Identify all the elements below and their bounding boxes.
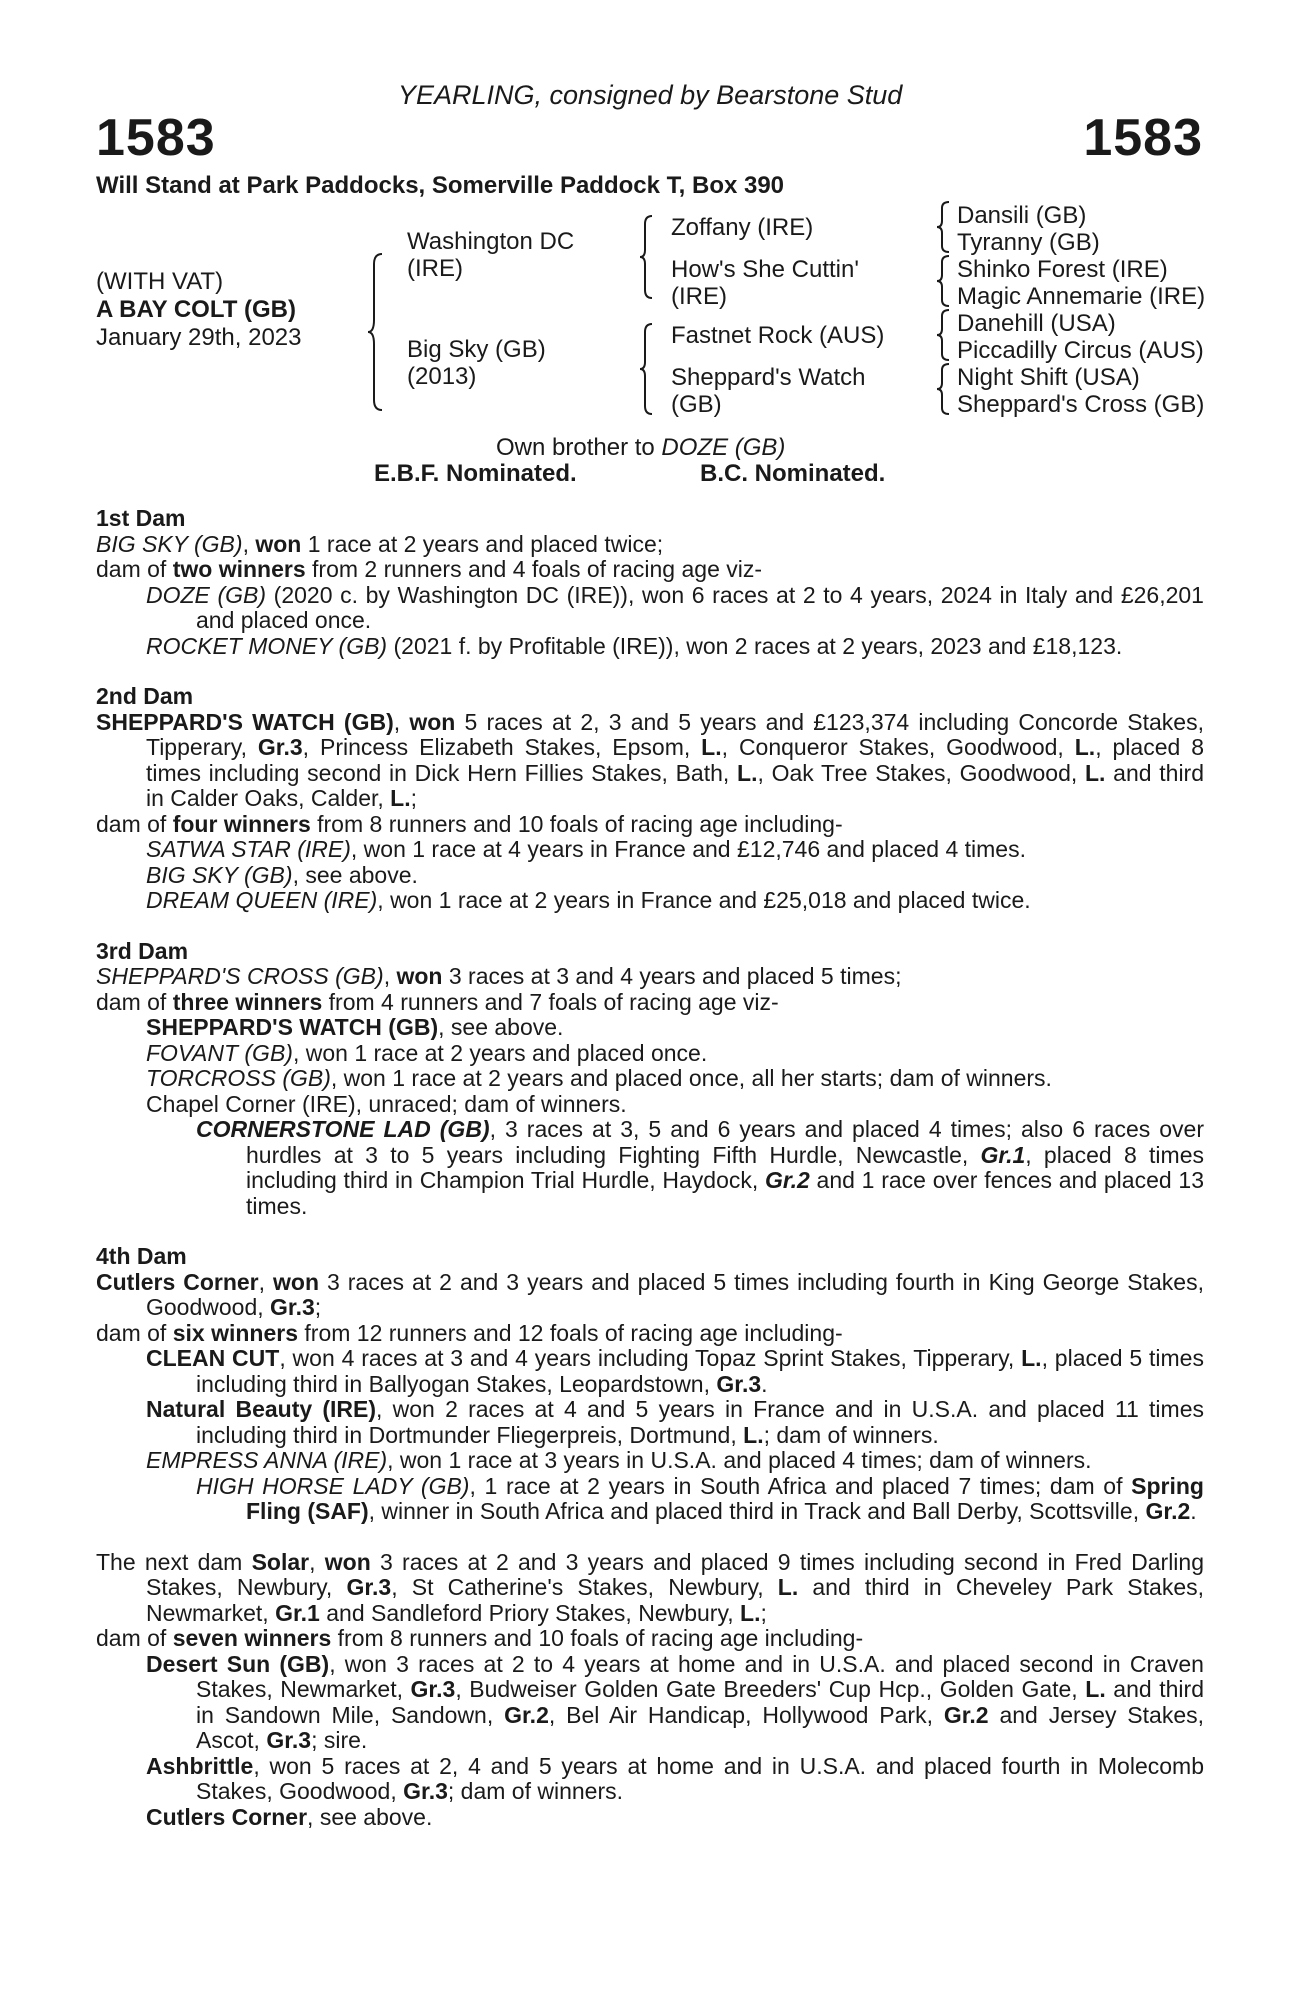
entry-text-run: won — [324, 1548, 371, 1575]
horse-dob: January 29th, 2023 — [96, 324, 302, 351]
entry-text-run: and third in Sandown Mile, Sandown, — [196, 1676, 1204, 1728]
entry-text-run: L. — [737, 759, 758, 786]
entry-text-run: Spring Fling (SAF) — [246, 1472, 1204, 1524]
dam-section — [96, 684, 1204, 914]
entry-text-run: ; dam of winners. — [447, 1778, 624, 1804]
entry-text-run: Desert Sun (GB) — [146, 1650, 330, 1677]
pedigree-g3-bracket-4 — [937, 364, 951, 414]
entry-text-run: , placed 5 times including third in Ballyogan Stakes, Leopardstown, — [196, 1345, 1204, 1397]
pedigree-entry — [96, 837, 1204, 863]
entry-text-run: L. — [1074, 734, 1096, 760]
pedigree-ggp-8: Sheppard's Cross (GB) — [957, 391, 1205, 418]
pedigree-entry — [96, 863, 1204, 889]
pedigree-entry — [96, 1066, 1204, 1092]
pedigree-ggp-3: Shinko Forest (IRE) — [957, 256, 1168, 283]
entry-text-run: from 12 runners and 12 foals of racing age including- — [298, 1319, 843, 1346]
pedigree-entry — [96, 888, 1204, 914]
entry-text-run: ; — [410, 785, 418, 811]
entry-text-run: Gr.2 — [1145, 1498, 1191, 1524]
entry-text-run: TORCROSS (GB) — [146, 1065, 331, 1091]
dam-section — [96, 1550, 1204, 1831]
entry-text-run: two winners — [172, 556, 306, 582]
entry-text-run: , won 3 races at 2 to 4 years at home and in U.S.A. and placed second in Craven Stakes, Newmarket, — [196, 1650, 1204, 1702]
pedigree-dam: Big Sky (GB) (2013) — [407, 336, 546, 390]
pedigree-entry — [96, 812, 1204, 838]
entry-text-run: dam of — [96, 1319, 173, 1346]
entry-text-run: L. — [743, 1421, 764, 1448]
entry-text-run: , Princess Elizabeth Stakes, Epsom, — [302, 734, 702, 760]
dam-section — [96, 1244, 1204, 1525]
entry-text-run: ROCKET MONEY (GB) — [146, 632, 388, 659]
entry-text-run: 5 races at 2, 3 and 5 years and £123,374 including Concorde Stakes, Tipperary, — [146, 708, 1204, 760]
entry-text-run: from 8 runners and 10 foals of racing age including- — [310, 810, 843, 837]
entry-text-run: from 8 runners and 10 foals of racing age including- — [331, 1625, 864, 1651]
entry-text-run: ; — [314, 1294, 322, 1320]
pedigree-main-bracket — [368, 254, 388, 410]
pedigree-entry — [96, 990, 1204, 1016]
ebf-nominated: E.B.F. Nominated. — [374, 460, 577, 487]
section-heading: 1st Dam — [96, 505, 186, 531]
entry-text-run: Gr.3 — [266, 1727, 312, 1753]
entry-text-run: ; — [760, 1599, 767, 1626]
pedigree-ggp-6: Piccadilly Circus (AUS) — [957, 337, 1204, 364]
pedigree-g3-bracket-1 — [937, 202, 951, 252]
entry-text-run: and third in Cheveley Park Stakes, Newmarket, — [146, 1574, 1204, 1626]
entry-text-run: , — [309, 1548, 325, 1575]
entry-text-run: dam of — [96, 1625, 173, 1651]
entry-text-run: from 2 runners and 4 foals of racing age viz- — [305, 556, 763, 582]
entry-text-run: , placed 8 times including third in Champion Trial Hurdle, Haydock, — [246, 1141, 1204, 1193]
entry-text-run: EMPRESS ANNA (IRE) — [146, 1447, 388, 1473]
entry-text-run: , Budweiser Golden Gate Breeders' Cup Hcp., Golden Gate, — [455, 1676, 1086, 1702]
pedigree-entry — [96, 1474, 1204, 1525]
entry-text-run: , won 1 race at 3 years in U.S.A. and placed 4 times; dam of winners. — [387, 1447, 1092, 1473]
entry-text-run: , 3 races at 3, 5 and 6 years and placed 4 times; also 6 races over hurdles at 3 to 5 years including Fighting Fifth Hurdle, Newcastle, — [246, 1116, 1204, 1168]
entry-text-run: six winners — [172, 1319, 298, 1346]
entry-text-run: (2020 c. by Washington DC (IRE)), won 6 races at 2 to 4 years, 2024 in Italy and £26,201 and placed once. — [196, 581, 1204, 633]
entry-text-run: four winners — [172, 810, 311, 837]
entry-text-run: , won 1 race at 2 years and placed once, all her starts; dam of winners. — [330, 1065, 1052, 1091]
entry-text-run: Cutlers Corner — [146, 1803, 308, 1830]
entry-text-run: , — [242, 530, 256, 557]
pedigree-sire-dam: How's She Cuttin' (IRE) — [671, 256, 859, 310]
entry-text-run: CLEAN CUT — [146, 1345, 280, 1371]
entry-text-run: dam of — [96, 810, 173, 837]
pedigree-entry — [96, 1397, 1204, 1448]
entry-text-run: won — [273, 1268, 320, 1295]
entry-text-run: seven winners — [172, 1625, 332, 1651]
vat-note: (WITH VAT) — [96, 268, 224, 295]
pedigree-dam-dam: Sheppard's Watch (GB) — [671, 364, 866, 418]
section-heading: 4th Dam — [96, 1243, 187, 1269]
pedigree-entry — [96, 557, 1204, 583]
pedigree-ggp-5: Danehill (USA) — [957, 310, 1116, 337]
pedigree-entry — [96, 1754, 1204, 1805]
entry-text-run: . — [1190, 1498, 1197, 1524]
lot-number-right: 1583 — [1083, 109, 1203, 167]
pedigree-entry — [96, 532, 1204, 558]
entry-text-run: L. — [1085, 1676, 1106, 1702]
entry-text-run: 1 race at 2 years and placed twice; — [301, 530, 664, 557]
entry-text-run: , won 5 races at 2, 4 and 5 years at home and in U.S.A. and placed fourth in Molecomb Stakes, Goodwood, — [196, 1752, 1204, 1804]
entry-text-run: HIGH HORSE LADY (GB) — [196, 1472, 470, 1499]
entry-text-run: DOZE (GB) — [146, 581, 267, 608]
pedigree-ggp-2: Tyranny (GB) — [957, 229, 1100, 256]
pedigree-entry — [96, 1117, 1204, 1219]
entry-text-run: SHEPPARD'S WATCH (GB) — [146, 1014, 439, 1040]
entry-text-run: Ashbrittle — [146, 1752, 254, 1779]
entry-text-run: and third in Calder Oaks, Calder, — [146, 759, 1205, 811]
pedigree-g3-bracket-2 — [937, 256, 951, 306]
pedigree-sire: Washington DC (IRE) — [407, 228, 575, 282]
section-heading: 3rd Dam — [96, 937, 189, 964]
entry-text-run: 3 races at 2 and 3 years and placed 9 times including second in Fred Darling Stakes, Newbury, — [146, 1548, 1204, 1600]
catalogue-body — [96, 506, 1204, 1855]
stand-location: Will Stand at Park Paddocks, Somerville Paddock T, Box 390 — [96, 172, 785, 199]
pedigree-entry — [96, 1092, 1204, 1118]
pedigree-entry — [96, 964, 1204, 990]
pedigree-ggp-7: Night Shift (USA) — [957, 364, 1140, 391]
pedigree-entry — [96, 1015, 1204, 1041]
entry-text-run: L. — [390, 785, 411, 811]
entry-text-run: and Jersey Stakes, Ascot, — [196, 1701, 1204, 1753]
bc-nominated: B.C. Nominated. — [700, 460, 886, 487]
entry-text-run: ; sire. — [311, 1727, 368, 1753]
pedigree-ggp-4: Magic Annemarie (IRE) — [957, 283, 1206, 310]
lot-number-left: 1583 — [96, 109, 216, 167]
entry-text-run: from 4 runners and 7 foals of racing age viz- — [322, 988, 779, 1015]
pedigree-entry — [96, 583, 1204, 634]
entry-text-run: Gr.2 — [943, 1701, 989, 1728]
pedigree-entry — [96, 710, 1204, 812]
entry-text-run: , — [383, 963, 397, 989]
section-heading: 2nd Dam — [96, 683, 194, 709]
entry-text-run: won — [255, 530, 302, 557]
entry-text-run: DREAM QUEEN (IRE) — [146, 887, 378, 913]
entry-text-run: (2021 f. by Profitable (IRE)), won 2 races at 2 years, 2023 and £18,123. — [387, 632, 1123, 659]
dam-section — [96, 939, 1204, 1220]
dam-section — [96, 506, 1204, 659]
entry-text-run: and Sandleford Priory Stakes, Newbury, — [319, 1599, 741, 1626]
horse-name: A BAY COLT (GB) — [96, 296, 297, 323]
entry-text-run: FOVANT (GB) — [146, 1039, 293, 1066]
entry-text-run: , Conqueror Stakes, Goodwood, — [721, 734, 1075, 760]
pedigree-entry — [96, 1652, 1204, 1754]
pedigree-entry — [96, 634, 1204, 660]
pedigree-entry — [96, 1448, 1204, 1474]
entry-text-run: 3 races at 2 and 3 years and placed 5 times including fourth in King George Stakes, Goodwood, — [146, 1268, 1204, 1320]
entry-text-run: , Oak Tree Stakes, Goodwood, — [757, 759, 1085, 786]
entry-text-run: Gr.1 — [275, 1599, 320, 1626]
entry-text-run: Gr.3 — [716, 1370, 762, 1397]
entry-text-run: 3 races at 3 and 4 years and placed 5 times; — [442, 963, 902, 989]
entry-text-run: L. — [1021, 1345, 1042, 1371]
pedigree-entry — [96, 1346, 1204, 1397]
entry-text-run: Gr.3 — [403, 1778, 448, 1804]
pedigree-sire-bracket — [640, 216, 654, 298]
entry-text-run: Natural Beauty (IRE) — [146, 1396, 377, 1422]
entry-text-run: L. — [740, 1599, 761, 1626]
entry-text-run: Chapel Corner (IRE), unraced; dam of winners. — [146, 1090, 627, 1117]
entry-text-run: Solar — [251, 1548, 310, 1575]
entry-text-run: dam of — [96, 988, 173, 1015]
entry-text-run: BIG SKY (GB) — [146, 861, 293, 888]
entry-text-run: L. — [701, 734, 722, 760]
entry-text-run: , won 1 race at 4 years in France and £12,746 and placed 4 times. — [350, 836, 1026, 862]
pedigree-g3-bracket-3 — [937, 310, 951, 360]
entry-text-run: won — [409, 708, 456, 735]
entry-text-run: , St Catherine's Stakes, Newbury, — [391, 1574, 778, 1600]
entry-text-run: , 1 race at 2 years in South Africa and placed 7 times; dam of — [469, 1472, 1132, 1499]
own-brother-note: Own brother to DOZE (GB) — [496, 434, 786, 461]
pedigree-sire-sire: Zoffany (IRE) — [671, 214, 814, 241]
entry-text-run: and 1 race over fences and placed 13 times. — [246, 1167, 1204, 1219]
entry-text-run: Gr.3 — [410, 1676, 456, 1702]
entry-text-run: . — [761, 1370, 768, 1397]
entry-text-run: Gr.2 — [504, 1701, 549, 1728]
entry-text-run: Gr.2 — [765, 1167, 810, 1193]
entry-text-run: Gr.1 — [980, 1141, 1026, 1168]
pedigree-entry — [96, 1270, 1204, 1321]
entry-text-run: , won 1 race at 2 years and placed once. — [292, 1039, 708, 1066]
entry-text-run: , won 1 race at 2 years in France and £25,018 and placed twice. — [377, 887, 1031, 913]
pedigree-entry — [96, 1321, 1204, 1347]
entry-text-run: , Bel Air Handicap, Hollywood Park, — [548, 1701, 944, 1728]
entry-text-run: SHEPPARD'S CROSS (GB) — [96, 963, 384, 989]
entry-text-run: three winners — [172, 988, 323, 1015]
pedigree-dam-bracket — [640, 324, 654, 414]
entry-text-run: Gr.3 — [270, 1294, 315, 1320]
catalogue-subtitle: YEARLING, consigned by Bearstone Stud — [398, 80, 903, 110]
entry-text-run: , — [393, 708, 410, 735]
pedigree-ggp-1: Dansili (GB) — [957, 202, 1087, 229]
pedigree-entry — [96, 1041, 1204, 1067]
entry-text-run: Cutlers Corner — [96, 1268, 259, 1295]
entry-text-run: SATWA STAR (IRE) — [146, 836, 351, 862]
entry-text-run: SHEPPARD'S WATCH (GB) — [96, 708, 394, 735]
entry-text-run: , placed 8 times including second in Dick Hern Fillies Stakes, Bath, — [146, 734, 1204, 786]
entry-text-run: dam of — [96, 556, 173, 582]
pedigree-dam-sire: Fastnet Rock (AUS) — [671, 322, 885, 349]
entry-text-run: , won 4 races at 3 and 4 years including Topaz Sprint Stakes, Tipperary, — [279, 1345, 1022, 1371]
entry-text-run: Gr.3 — [346, 1574, 392, 1600]
pedigree-entry — [96, 1805, 1204, 1831]
entry-text-run: won — [396, 963, 443, 989]
entry-text-run: Gr.3 — [257, 734, 303, 760]
pedigree-entry — [96, 1626, 1204, 1652]
entry-text-run: ; dam of winners. — [763, 1421, 939, 1448]
entry-text-run: , won 2 races at 4 and 5 years in France and in U.S.A. and placed 11 times including third in Dortmunder Fliegerpreis, Dortmund, — [196, 1396, 1204, 1448]
entry-text-run: , see above. — [292, 861, 418, 888]
entry-text-run: , see above. — [438, 1014, 564, 1040]
entry-text-run: L. — [1085, 759, 1106, 786]
entry-text-run: , — [258, 1268, 274, 1295]
entry-text-run: L. — [777, 1574, 799, 1600]
entry-text-run: BIG SKY (GB) — [96, 530, 243, 557]
entry-text-run: , see above. — [307, 1803, 433, 1830]
entry-text-run: CORNERSTONE LAD (GB) — [196, 1116, 490, 1142]
pedigree-entry — [96, 1550, 1204, 1627]
entry-text-run: , winner in South Africa and placed third in Track and Ball Derby, Scottsville, — [368, 1498, 1146, 1524]
entry-text-run: The next dam — [96, 1548, 252, 1575]
